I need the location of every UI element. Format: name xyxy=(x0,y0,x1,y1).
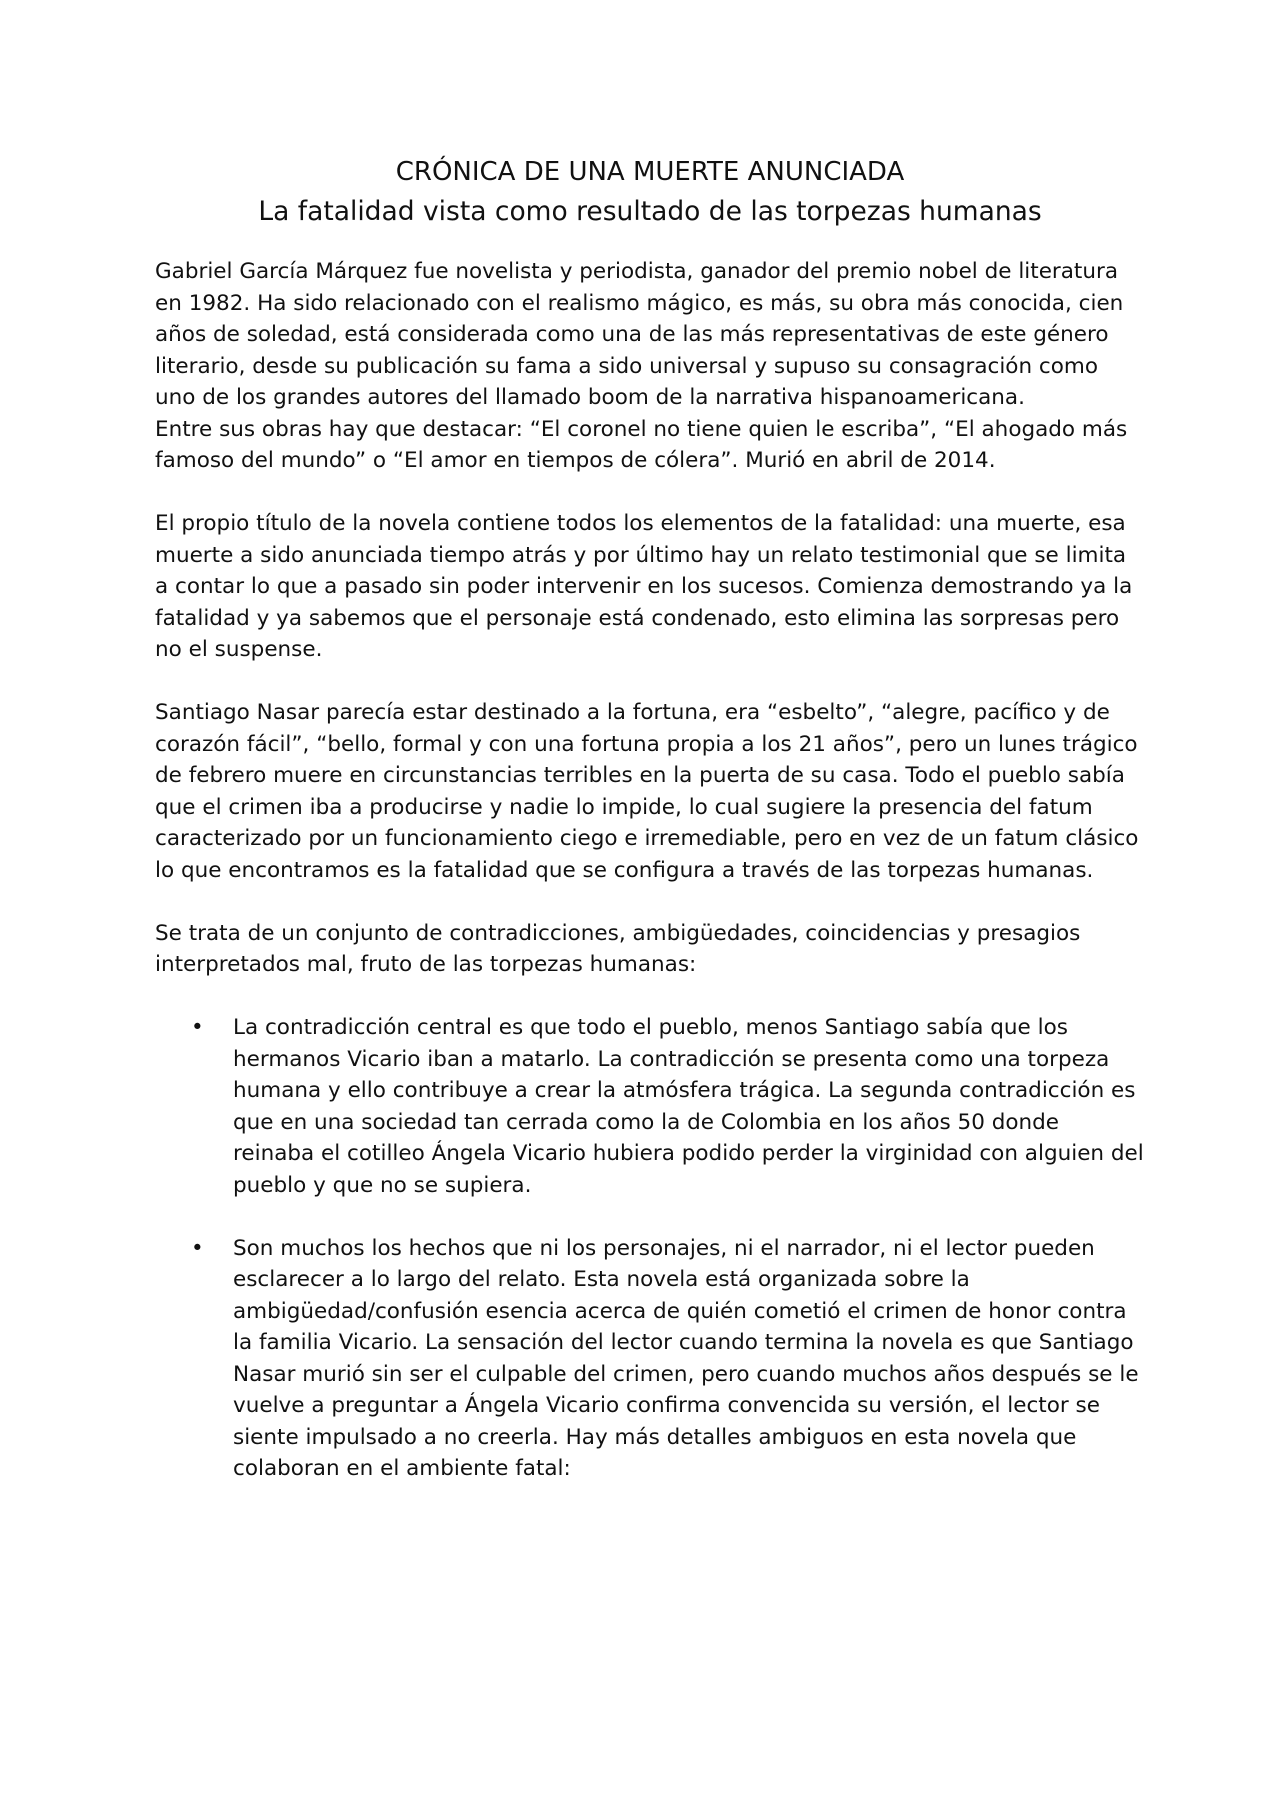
list-item-text: Son muchos los hechos que ni los personajes, ni el narrador, ni el lector pueden esclarecer a lo largo del relato. Esta novela está organizada sobre la ambigüedad/confusión esencia acerca de quién cometió el crimen de honor contra la familia Vicario. La sensación del lector cuando termina la novela es que Santiago Nasar murió sin ser el culpable del crimen, pero cuando muchos años después se le vuelve a preguntar a Ángela Vicario confirma convencida su versión, el lector se siente impulsado a no creerla. Hay más detalles ambiguos en esta novela que colaboran en el ambiente fatal: xyxy=(233,1235,1139,1481)
document-title: CRÓNICA DE UNA MUERTE ANUNCIADA xyxy=(395,157,905,187)
paragraph-title-analysis: El propio título de la novela contiene todos los elementos de la fatalidad: una muerte, esa muerte a sido anunciada tiempo atrás y por último hay un relato testimonial que se limita a contar lo que a pasado sin poder intervenir en los sucesos. Comienza demostrando ya la fatalidad y ya sabemos que el personaje está condenado, esto elimina las sorpresas pero no el suspense. xyxy=(155,511,1133,662)
list-item xyxy=(155,1012,1145,1201)
paragraph-santiago-nasar: Santiago Nasar parecía estar destinado a la fortuna, era “esbelto”, “alegre, pacífico y de corazón fácil”, “bello, formal y con una fortuna propia a los 21 años”, pero un lunes trágico de febrero muere en circunstancias terribles en la puerta de su casa. Todo el pueblo sabía que el crimen iba a producirse y nadie lo impide, lo cual sugiere la presencia del fatum caracterizado por un funcionamiento ciego e irremediable, pero en vez de un fatum clásico lo que encontramos es la fatalidad que se configura a través de las torpezas humanas. xyxy=(155,700,1139,883)
paragraph-works: Entre sus obras hay que destacar: “El coronel no tiene quien le escriba”, “El ahogado más famoso del mundo” o “El amor en tiempos de cólera”. Murió en abril de 2014. xyxy=(155,416,1128,473)
bullet-list xyxy=(155,1012,1145,1485)
paragraph-biography: Gabriel García Márquez fue novelista y periodista, ganador del premio nobel de literatura en 1982. Ha sido relacionado con el realismo mágico, es más, su obra más conocida, cien años de soledad, está considerada como una de las más representativas de este género literario, desde su publicación su fama a sido universal y supuso su consagración como uno de los grandes autores del llamado boom de la narrativa hispanoamericana. xyxy=(155,259,1124,410)
document-page xyxy=(155,152,1145,1485)
list-item xyxy=(155,1233,1145,1485)
bullet-icon: • xyxy=(191,1235,204,1261)
list-item-text: La contradicción central es que todo el pueblo, menos Santiago sabía que los hermanos Vicario iban a matarlo. La contradicción se presenta como una torpeza humana y ello contribuye a crear la atmósfera trágica. La segunda contradicción es que en una sociedad tan cerrada como la de Colombia en los años 50 donde reinaba el cotilleo Ángela Vicario hubiera podido perder la virginidad con alguien del pueblo y que no se supiera. xyxy=(233,1015,1144,1198)
bullet-icon: • xyxy=(191,1015,204,1040)
paragraph-contradictions-intro: Se trata de un conjunto de contradicciones, ambigüedades, coincidencias y presagios interpretados mal, fruto de las torpezas humanas: xyxy=(155,920,1081,977)
document-subtitle: La fatalidad vista como resultado de las torpezas humanas xyxy=(258,196,1042,227)
